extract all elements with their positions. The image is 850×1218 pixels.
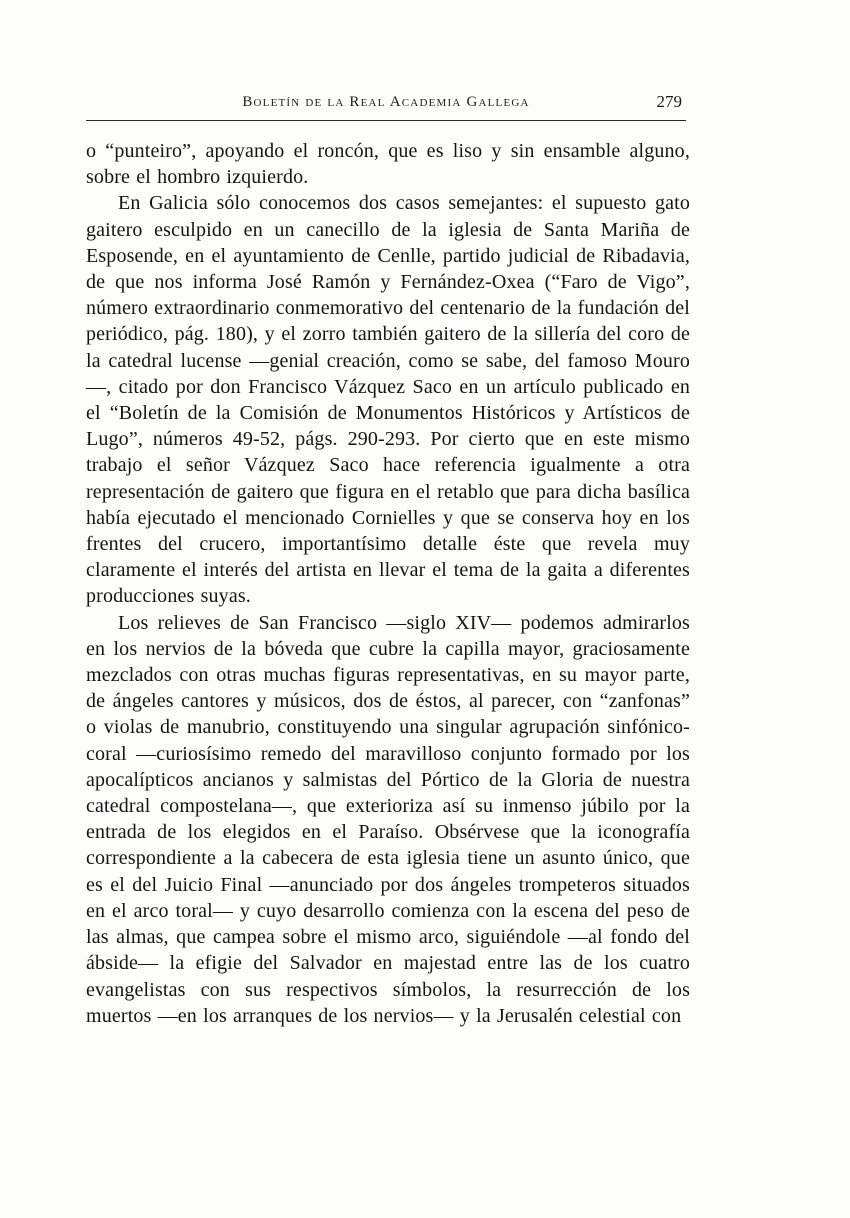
running-title: Boletín de la Real Academia Gallega (242, 94, 530, 110)
paragraph-galicia: En Galicia sólo conocemos dos casos semejantes: el supuesto gato gaitero esculpido en un canecillo de la iglesia de Santa Mariña de Esposende, en el ayuntamiento de Cenlle, partido judicial de Ribadavia, de que nos informa José Ramón y Fernández-Oxea (“Faro de Vigo”, número extraordinario conmemorativo del centenario de la fundación del periódico, pág. 180), y el zorro también gaitero de la sillería del coro de la catedral lucense —genial creación, como se sabe, del famoso Mouro—, citado por don Francisco Vázquez Saco en un artículo publicado en el “Boletín de la Comisión de Monumentos Históricos y Artísticos de Lugo”, números 49-52, págs. 290-293. Por cierto que en este mismo trabajo el señor Vázquez Saco hace referencia igualmente a otra representación de gaitero que figura en el retablo que para dicha basílica había ejecutado el mencionado Cornielles y que se conserva hoy en los frentes del crucero, importantísimo detalle éste que revela muy claramente el interés del artista en llevar el tema de la gaita a diferentes producciones suyas. (86, 192, 690, 608)
paragraph-relieves: Los relieves de San Francisco —siglo XIV— podemos admirarlos en los nervios de la bóveda que cubre la capilla mayor, graciosamente mezclados con otras muchas figuras representativas, en su mayor parte, de ángeles cantores y músicos, dos de éstos, al parecer, con “zanfonas” o violas de manubrio, constituyendo una singular agrupación sinfónico-coral —curiosísimo remedo del maravilloso conjunto formado por los apocalípticos ancianos y salmistas del Pórtico de la Gloria de nuestra catedral compostelana—, que exterioriza así su inmenso júbilo por la entrada de los elegidos en el Paraíso. Obsérvese que la iconografía correspondiente a la cabecera de esta iglesia tiene un asunto único, que es el del Juicio Final —anunciado por dos ángeles trompeteros situados en el arco toral— y cuyo desarrollo comienza con la escena del peso de las almas, que campea sobre el mismo arco, siguiéndole —al fondo del ábside— la efigie del Salvador en majestad entre las de los cuatro evangelistas con sus respectivos símbolos, la resurrección de los muertos —en los arranques de los nervios— y la Jerusalén celestial con (86, 611, 690, 1027)
page-number: 279 (656, 92, 682, 111)
paragraph-continuation: o “punteiro”, apoyando el roncón, que es liso y sin ensamble alguno, sobre el hombro izquierdo. (86, 140, 690, 189)
body-text (86, 138, 690, 1029)
running-header (86, 90, 686, 121)
